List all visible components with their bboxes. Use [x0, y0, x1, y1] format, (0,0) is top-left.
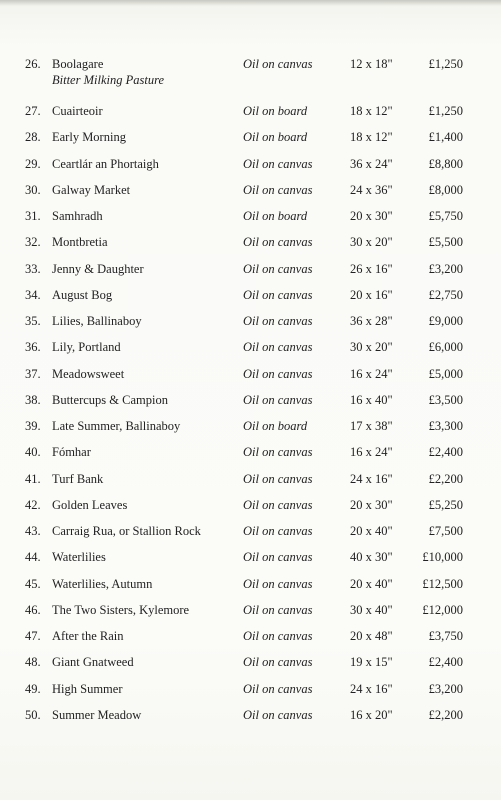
entry-size: 30 x 40" [350, 603, 393, 617]
entry-number: 37. [25, 367, 41, 381]
entry-size: 24 x 16" [350, 682, 393, 696]
entry-price: £5,750 [428, 209, 463, 223]
entry-size: 24 x 16" [350, 472, 393, 486]
entry-title: August Bog [52, 288, 113, 302]
entry-medium: Oil on canvas [243, 629, 313, 643]
entry-price: £9,000 [428, 314, 463, 328]
entry-number: 39. [25, 419, 41, 433]
catalogue-entry [0, 445, 501, 467]
entry-medium: Oil on board [243, 104, 308, 118]
entry-price: £12,000 [422, 603, 463, 617]
entry-price: £3,300 [428, 419, 463, 433]
entry-medium: Oil on board [243, 130, 308, 144]
entry-price: £1,250 [428, 104, 463, 118]
catalogue-entry [0, 130, 501, 152]
entry-size: 16 x 24" [350, 445, 393, 459]
entry-price: £8,800 [428, 157, 463, 171]
entry-title: Turf Bank [52, 472, 104, 486]
entry-title: Waterlilies, Autumn [52, 577, 153, 591]
catalogue-entry [0, 340, 501, 362]
catalogue-entry [0, 708, 501, 730]
entry-price: £1,400 [428, 130, 463, 144]
catalogue-entry [0, 57, 501, 87]
entry-size: 30 x 20" [350, 340, 393, 354]
entry-number: 44. [25, 550, 41, 564]
entry-title: The Two Sisters, Kylemore [52, 603, 190, 617]
entry-number: 41. [25, 472, 41, 486]
entry-price: £3,500 [428, 393, 463, 407]
entry-medium: Oil on canvas [243, 157, 313, 171]
entry-number: 42. [25, 498, 41, 512]
entry-number: 40. [25, 445, 41, 459]
entry-size: 19 x 15" [350, 655, 393, 669]
catalogue-entry [0, 655, 501, 677]
entry-size: 20 x 40" [350, 524, 393, 538]
entry-number: 49. [25, 682, 41, 696]
entry-medium: Oil on canvas [243, 314, 313, 328]
entry-title: Boolagare [52, 57, 104, 71]
catalogue-entry [0, 393, 501, 415]
entry-size: 12 x 18" [350, 57, 393, 71]
entry-medium: Oil on canvas [243, 445, 313, 459]
entry-number: 35. [25, 314, 41, 328]
entry-title: Lilies, Ballinaboy [52, 314, 142, 328]
entry-title: Montbretia [52, 235, 108, 249]
entry-size: 20 x 48" [350, 629, 393, 643]
entry-number: 29. [25, 157, 41, 171]
entry-medium: Oil on canvas [243, 57, 313, 71]
catalogue-entry [0, 577, 501, 599]
entry-title: High Summer [52, 682, 123, 696]
entry-size: 20 x 30" [350, 498, 393, 512]
catalogue-entry [0, 157, 501, 179]
catalogue-entry [0, 603, 501, 625]
entry-price: £2,750 [428, 288, 463, 302]
entry-size: 18 x 12" [350, 104, 393, 118]
entry-title: Lily, Portland [52, 340, 121, 354]
catalogue-entry [0, 498, 501, 520]
entry-title: Buttercups & Campion [52, 393, 168, 407]
entry-price: £2,400 [428, 655, 463, 669]
entry-size: 16 x 24" [350, 367, 393, 381]
entry-medium: Oil on canvas [243, 577, 313, 591]
entry-price: £3,200 [428, 682, 463, 696]
entry-price: £2,400 [428, 445, 463, 459]
entry-price: £5,000 [428, 367, 463, 381]
entry-price: £6,000 [428, 340, 463, 354]
entry-medium: Oil on canvas [243, 183, 313, 197]
entry-medium: Oil on canvas [243, 235, 313, 249]
catalogue-entry [0, 209, 501, 231]
entry-price: £5,250 [428, 498, 463, 512]
entry-size: 17 x 38" [350, 419, 393, 433]
entry-medium: Oil on canvas [243, 682, 313, 696]
entry-price: £3,750 [428, 629, 463, 643]
entry-medium: Oil on board [243, 419, 308, 433]
entry-price: £5,500 [428, 235, 463, 249]
entry-title: Samhradh [52, 209, 103, 223]
entry-subtitle: Bitter Milking Pasture [52, 73, 165, 87]
entry-title: Fómhar [52, 445, 91, 459]
catalogue-entry [0, 419, 501, 441]
entry-price: £2,200 [428, 708, 463, 722]
entry-number: 33. [25, 262, 41, 276]
entry-title: Summer Meadow [52, 708, 142, 722]
catalogue-entry [0, 524, 501, 546]
entry-medium: Oil on canvas [243, 472, 313, 486]
entry-medium: Oil on canvas [243, 708, 313, 722]
catalogue-entry [0, 104, 501, 126]
entry-price: £1,250 [428, 57, 463, 71]
entry-medium: Oil on canvas [243, 262, 313, 276]
entry-price: £2,200 [428, 472, 463, 486]
entry-size: 30 x 20" [350, 235, 393, 249]
entry-price: £12,500 [422, 577, 463, 591]
entry-medium: Oil on canvas [243, 603, 313, 617]
catalogue-entry [0, 235, 501, 257]
catalogue-entry [0, 682, 501, 704]
entry-number: 26. [25, 57, 41, 71]
entry-title: Jenny & Daughter [52, 262, 144, 276]
entry-number: 27. [25, 104, 41, 118]
entry-number: 50. [25, 708, 41, 722]
entry-number: 31. [25, 209, 41, 223]
catalogue-entry [0, 183, 501, 205]
entry-size: 40 x 30" [350, 550, 393, 564]
entry-number: 45. [25, 577, 41, 591]
entry-title: After the Rain [52, 629, 124, 643]
entry-size: 36 x 28" [350, 314, 393, 328]
entry-size: 26 x 16" [350, 262, 393, 276]
catalogue-entry [0, 288, 501, 310]
entry-number: 38. [25, 393, 41, 407]
entry-number: 48. [25, 655, 41, 669]
entry-size: 18 x 12" [350, 130, 393, 144]
entry-size: 20 x 16" [350, 288, 393, 302]
entry-price: £10,000 [422, 550, 463, 564]
entry-title: Ceartlár an Phortaigh [52, 157, 159, 171]
entry-medium: Oil on canvas [243, 524, 313, 538]
entry-number: 36. [25, 340, 41, 354]
entry-medium: Oil on canvas [243, 288, 313, 302]
catalogue-entry [0, 472, 501, 494]
catalogue-entry [0, 629, 501, 651]
entry-title: Meadowsweet [52, 367, 125, 381]
entry-price: £3,200 [428, 262, 463, 276]
entry-medium: Oil on board [243, 209, 308, 223]
entry-size: 20 x 30" [350, 209, 393, 223]
entry-number: 34. [25, 288, 41, 302]
entry-size: 16 x 40" [350, 393, 393, 407]
entry-medium: Oil on canvas [243, 393, 313, 407]
entry-number: 28. [25, 130, 41, 144]
catalogue-entry [0, 367, 501, 389]
entry-title: Waterlilies [52, 550, 106, 564]
entry-number: 47. [25, 629, 41, 643]
entry-size: 36 x 24" [350, 157, 393, 171]
entry-medium: Oil on canvas [243, 340, 313, 354]
entry-number: 32. [25, 235, 41, 249]
catalogue-entry [0, 262, 501, 284]
entry-medium: Oil on canvas [243, 498, 313, 512]
entry-number: 30. [25, 183, 41, 197]
entry-title: Carraig Rua, or Stallion Rock [52, 524, 201, 538]
entry-size: 20 x 40" [350, 577, 393, 591]
entry-medium: Oil on canvas [243, 367, 313, 381]
entry-size: 24 x 36" [350, 183, 393, 197]
entry-price: £8,000 [428, 183, 463, 197]
entry-title: Galway Market [52, 183, 131, 197]
entry-medium: Oil on canvas [243, 550, 313, 564]
entry-number: 46. [25, 603, 41, 617]
entry-title: Golden Leaves [52, 498, 128, 512]
catalogue-entry [0, 550, 501, 572]
catalogue-entry [0, 314, 501, 336]
entry-number: 43. [25, 524, 41, 538]
entry-title: Cuairteoir [52, 104, 103, 118]
entry-title: Early Morning [52, 130, 126, 144]
entry-size: 16 x 20" [350, 708, 393, 722]
entry-medium: Oil on canvas [243, 655, 313, 669]
entry-title: Late Summer, Ballinaboy [52, 419, 181, 433]
entry-title: Giant Gnatweed [52, 655, 134, 669]
entry-price: £7,500 [428, 524, 463, 538]
